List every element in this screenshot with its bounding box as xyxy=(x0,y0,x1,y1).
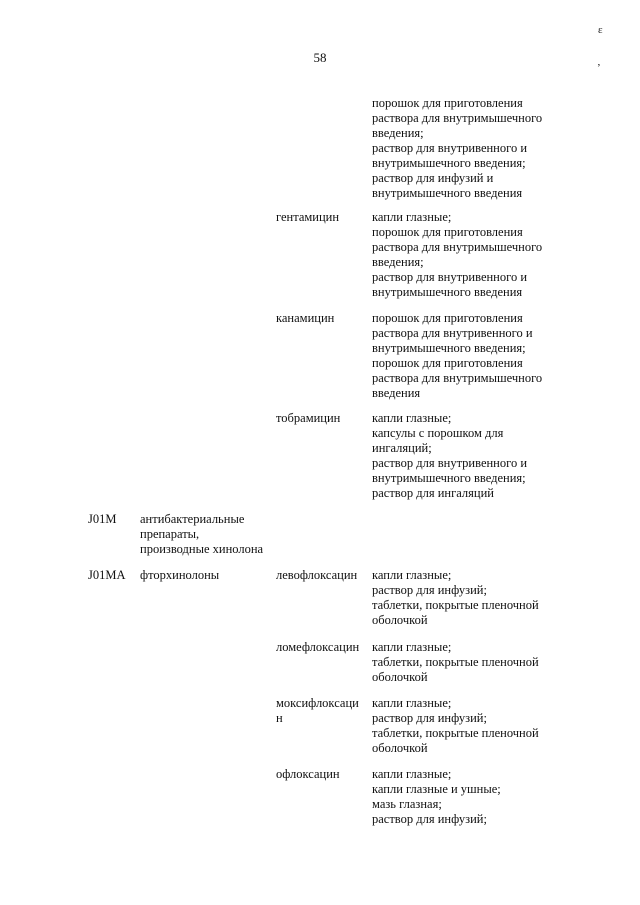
pharmacological-group: антибактериальные препараты, производные хинолона xyxy=(140,512,264,556)
dosage-form-line: капли глазные; xyxy=(372,210,452,224)
dosage-forms xyxy=(372,411,572,501)
dosage-form-line: раствор для ингаляций xyxy=(372,486,494,500)
dosage-form-line: внутримышечного введения; xyxy=(372,156,526,170)
atc-code: J01M xyxy=(88,512,117,526)
dosage-forms xyxy=(372,767,572,827)
dosage-form-line: раствор для внутривенного и xyxy=(372,270,528,284)
dosage-form-line: введения xyxy=(372,386,421,400)
page-number: 58 xyxy=(313,50,327,65)
dosage-forms xyxy=(372,96,572,201)
dosage-form-line: капли глазные; xyxy=(372,767,452,781)
dosage-form-line: внутримышечного введения; xyxy=(372,341,526,355)
dosage-form-line: оболочкой xyxy=(372,670,428,684)
dosage-form-line: порошок для приготовления xyxy=(372,311,523,325)
atc-code: J01MA xyxy=(88,568,126,582)
dosage-form-line: введения; xyxy=(372,255,424,269)
dosage-form-line: капсулы с порошком для xyxy=(372,426,504,440)
drug-name: левофлоксацин xyxy=(276,568,358,582)
dosage-form-line: раствор для инфузий; xyxy=(372,583,487,597)
dosage-forms xyxy=(372,696,572,756)
drug-name: ломефлоксацин xyxy=(276,640,360,654)
dosage-forms xyxy=(372,640,572,685)
dosage-form-line: капли глазные; xyxy=(372,640,452,654)
drug-name: тобрамицин xyxy=(276,411,341,425)
dosage-forms xyxy=(372,210,572,300)
dosage-forms xyxy=(372,568,572,628)
dosage-form-line: раствора для внутривенного и xyxy=(372,326,533,340)
dosage-form-line: мазь глазная; xyxy=(372,797,442,811)
dosage-form-line: капли глазные; xyxy=(372,411,452,425)
dosage-form-line: раствор для инфузий; xyxy=(372,812,487,826)
dosage-form-line: раствора для внутримышечного xyxy=(372,371,543,385)
dosage-form-line: таблетки, покрытые пленочной xyxy=(372,598,539,612)
dosage-form-line: оболочкой xyxy=(372,613,428,627)
dosage-form-line: капли глазные и ушные; xyxy=(372,782,501,796)
dosage-form-line: ингаляций; xyxy=(372,441,432,455)
corner-mark: ʼ xyxy=(597,62,601,74)
drug-name: гентамицин xyxy=(276,210,340,224)
pharmacological-group: фторхинолоны xyxy=(140,568,220,582)
drug-name: канамицин xyxy=(276,311,335,325)
dosage-form-line: таблетки, покрытые пленочной xyxy=(372,726,539,740)
dosage-form-line: введения; xyxy=(372,126,424,140)
dosage-form-line: раствор для инфузий; xyxy=(372,711,487,725)
dosage-form-line: внутримышечного введения xyxy=(372,285,523,299)
dosage-form-line: раствор для внутривенного и xyxy=(372,141,528,155)
dosage-form-line: порошок для приготовления xyxy=(372,356,523,370)
drug-name: моксифлоксаци н xyxy=(276,696,359,725)
dosage-form-line: таблетки, покрытые пленочной xyxy=(372,655,539,669)
dosage-form-line: внутримышечного введения xyxy=(372,186,523,200)
dosage-form-line: раствора для внутримышечного xyxy=(372,111,543,125)
dosage-form-line: раствора для внутримышечного xyxy=(372,240,543,254)
dosage-form-line: внутримышечного введения; xyxy=(372,471,526,485)
dosage-form-line: порошок для приготовления xyxy=(372,225,523,239)
dosage-form-line: раствор для инфузий и xyxy=(372,171,494,185)
dosage-form-line: оболочкой xyxy=(372,741,428,755)
dosage-form-line: капли глазные; xyxy=(372,696,452,710)
drug-name: офлоксацин xyxy=(276,767,340,781)
dosage-forms xyxy=(372,311,572,401)
corner-mark: ɛ xyxy=(598,24,603,36)
dosage-form-line: раствор для внутривенного и xyxy=(372,456,528,470)
dosage-form-line: капли глазные; xyxy=(372,568,452,582)
dosage-form-line: порошок для приготовления xyxy=(372,96,523,110)
